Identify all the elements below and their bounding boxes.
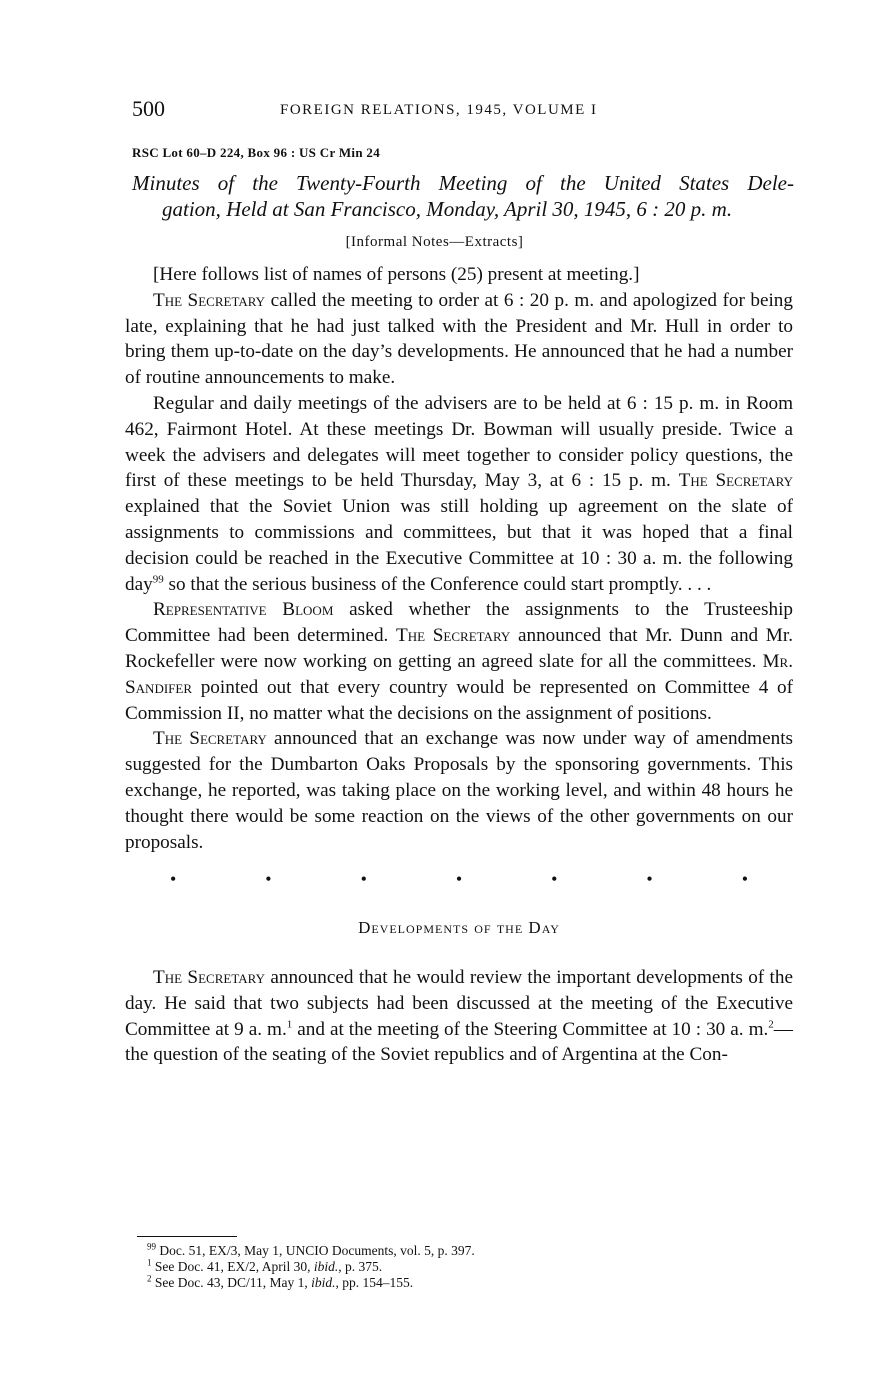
footnote-text: See Doc. 43, DC/11, May 1,	[151, 1275, 312, 1290]
paragraph-text: announced that an exchange was now under way of amendments suggested for the Dumbarton Oaks Proposals by the sponsoring governments. This exchange, he reported, was taking place on the working level, and within 48 hours he thought there would be some reaction on the views of the other governments on our proposals.	[125, 728, 794, 853]
body-text	[125, 262, 793, 1068]
page-header	[132, 96, 662, 126]
footnote-reference: 99	[152, 573, 164, 586]
paragraph-text: announced that he would review the important developments of the day. He said that two subjects had been discussed at the meeting of the Executive Committee at 9 a. m.	[125, 966, 793, 1040]
ellipsis-divider	[125, 855, 793, 901]
page-number: 500	[132, 96, 165, 121]
paragraph-text: pointed out that every country would be represented on Committee 4 of Commission II, no matter what the decisions on the assignment of positions.	[125, 676, 793, 724]
paragraph	[125, 597, 793, 726]
footnote-mark: 2	[147, 1273, 152, 1284]
ellipsis-dot: •	[170, 869, 177, 890]
paragraph-text: —the question of the seating of the Soviet republics and of Argentina at the Con-	[125, 1018, 793, 1066]
footnote-text: , p. 375.	[338, 1259, 383, 1274]
subheading: [Informal Notes—Extracts]	[345, 234, 524, 250]
paragraph-text: announced that Mr. Dunn and Mr. Rockefeller were now working on getting an agreed slate for all the committees.	[125, 625, 793, 672]
speaker-name: Mr. Sandifer	[125, 650, 793, 698]
paragraph-text: called the meeting to order at 6 : 20 p. m. and apologized for being late, explaining that he had just talked with the President and Mr. Hull in order to bring them up-to-date on the day’s developments. He announced that he had a number of routine announcements to make.	[125, 289, 793, 389]
ellipsis-dot: •	[551, 869, 558, 890]
footnote	[147, 1243, 695, 1259]
paragraph-text: [Here follows list of names of persons (25) present at meeting.]	[153, 264, 640, 285]
speaker-name: The Secretary	[153, 289, 266, 311]
title-line-2: gation, Held at San Francisco, Monday, April 30, 1945, 6 : 20 p. m.	[162, 197, 733, 221]
source-citation: RSC Lot 60–D 224, Box 96 : US Cr Min 24	[132, 145, 380, 160]
running-head: FOREIGN RELATIONS, 1945, VOLUME I	[280, 102, 598, 118]
footnotes	[135, 1236, 695, 1291]
speaker-name: The Secretary	[153, 966, 265, 988]
paragraph-text: and at the meeting of the Steering Committee at 10 : 30 a. m.	[292, 1018, 769, 1040]
footnote-ibid: ibid.	[311, 1275, 336, 1290]
speaker-name: The Secretary	[396, 625, 511, 647]
ellipsis-dot: •	[646, 869, 653, 890]
footnote-mark: 1	[147, 1257, 152, 1268]
footnote-rule	[137, 1236, 237, 1237]
footnote-text: See Doc. 41, EX/2, April 30,	[151, 1259, 314, 1274]
paragraph	[125, 391, 793, 597]
paragraph-text: Regular and daily meetings of the advisers are to be held at 6 : 15 p. m. in Room 462, Fairmont Hotel. At these meetings Dr. Bowman will usually preside. Twice a week the advisers and delegates will meet together to consider policy questions, the first of these meetings to be held Thursday, May 3, at 6 : 15 p. m.	[125, 392, 793, 492]
paragraph-text: explained that the Soviet Union was still holding up agreement on the slate of assignments to commissions and committees, but that it was hoped that a final decision could be reached in the Executive Committee at 10 : 30 a. m. the following day	[125, 496, 793, 595]
footnote-text: , pp. 154–155.	[335, 1275, 414, 1290]
paragraph	[125, 262, 793, 288]
ellipsis-dot: •	[360, 869, 367, 890]
paragraph	[125, 965, 793, 1068]
footnote-reference: 2	[768, 1018, 774, 1031]
paragraph	[125, 726, 793, 855]
paragraph-text: asked whether the assignments to the Trusteeship Committee had been determined.	[125, 599, 793, 647]
footnote-text: Doc. 51, EX/3, May 1, UNCIO Documents, vol. 5, p. 397.	[156, 1243, 475, 1258]
speaker-name: Representative Bloom	[153, 599, 334, 621]
footnote-mark: 99	[147, 1241, 156, 1252]
ellipsis-dot: •	[455, 869, 463, 890]
ellipsis-dot: •	[265, 869, 272, 890]
paragraph	[125, 288, 793, 391]
ellipsis-dot: •	[741, 869, 748, 890]
section-heading: Developments of the Day	[358, 918, 560, 938]
footnote	[147, 1275, 695, 1291]
footnote-reference: 1	[286, 1018, 293, 1031]
document-title	[132, 170, 794, 222]
footnote	[147, 1259, 695, 1275]
title-line-1: Minutes of the Twenty-Fourth Meeting of the United States Dele-	[132, 171, 794, 195]
paragraph-text: so that the serious business of the Conference could start promptly. . . .	[163, 573, 712, 595]
speaker-name: The Secretary	[153, 728, 267, 750]
speaker-name: The Secretary	[678, 470, 793, 492]
footnote-ibid: ibid.	[313, 1259, 339, 1274]
